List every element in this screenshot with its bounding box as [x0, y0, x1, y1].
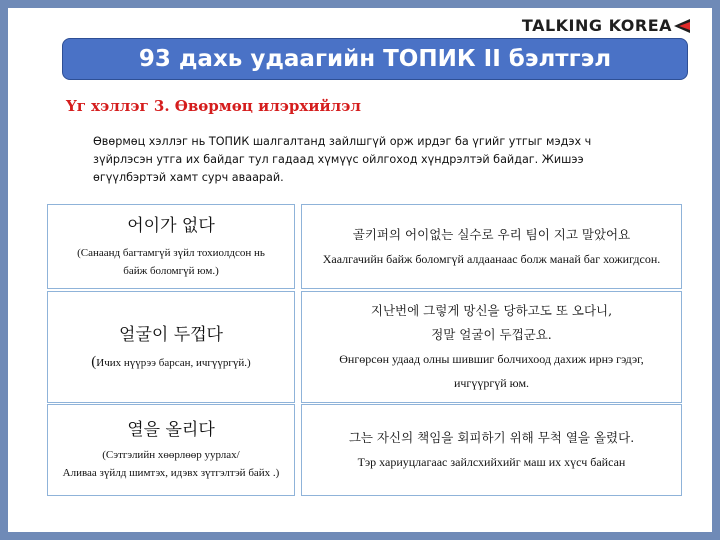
brand-logo-text: TALKING KOREA	[521, 16, 672, 35]
example-card-3	[301, 404, 682, 496]
brand-logo	[522, 16, 690, 35]
example-korean: 정말 얼굴이 두껍군요.	[431, 327, 552, 342]
intro-line: өгүүлбэртэй хамт сурч аваарай.	[93, 171, 284, 184]
intro-line: зүйрлэсэн утга их байдаг тул гадаад хүмүүс ойлгоход хүндрэлтэй байдаг. Жишээ	[93, 153, 584, 166]
example-card-1	[301, 204, 682, 289]
expression-gloss-line: Аливаа зүйлд шимтэх, идэвх зүтгэлтэй байх .)	[62, 467, 280, 479]
expression-card-1	[47, 204, 295, 289]
expression-term: 얼굴이 두껍다	[119, 324, 223, 345]
example-mongolian: ичгүүргүй юм.	[453, 376, 530, 390]
intro-paragraph	[93, 133, 613, 187]
expression-term: 어이가 없다	[127, 215, 215, 236]
expression-card-2	[47, 291, 295, 403]
example-mongolian: Өнгөрсөн удаад олны шившиг болчихоод дахиж ирнэ гэдэг,	[339, 352, 644, 366]
example-korean: 그는 자신의 책임을 회피하기 위해 무척 열을 올렸다.	[348, 430, 635, 445]
page-title: 93 дахь удаагийн ТОПИК II бэлтгэл	[138, 46, 612, 72]
example-korean: 골키퍼의 어이없는 실수로 우리 팀이 지고 말았어요	[352, 226, 631, 242]
page-title-banner	[62, 38, 688, 80]
logo-arrow-icon	[674, 19, 690, 33]
expression-gloss-line: (Санаанд багтамгүй зүйл тохиолдсон нь	[77, 246, 265, 259]
slide	[8, 8, 712, 532]
gloss-open-paren: (	[91, 353, 97, 370]
example-mongolian: Хаалгачийн байж боломгүй алдаанаас болж манай баг хожигдсон.	[322, 251, 661, 266]
intro-line: Өвөрмөц хэллэг нь ТОПИК шалгалтанд зайлшгүй орж ирдэг ба үгийг утгыг мэдэх ч	[93, 135, 592, 148]
expression-term: 열을 올리다	[127, 420, 215, 440]
expression-card-3	[47, 404, 295, 496]
example-card-2	[301, 291, 682, 403]
expression-gloss-line: (Сэтгэлийн хөөрлөөр уурлах/	[102, 449, 240, 461]
example-mongolian: Тэр хариуцлагаас зайлсхийхийг маш их хүсч байсан	[357, 455, 626, 469]
expression-gloss-line: Ичих нүүрээ барсан, ичгүүргүй.)	[96, 356, 251, 369]
example-korean: 지난번에 그렇게 망신을 당하고도 또 오다니,	[370, 303, 613, 318]
expression-gloss-line: байж боломгүй юм.)	[123, 264, 219, 277]
expression-gloss	[91, 353, 250, 372]
section-subtitle: Үг хэллэг 3. Өвөрмөц илэрхийлэл	[66, 97, 361, 115]
